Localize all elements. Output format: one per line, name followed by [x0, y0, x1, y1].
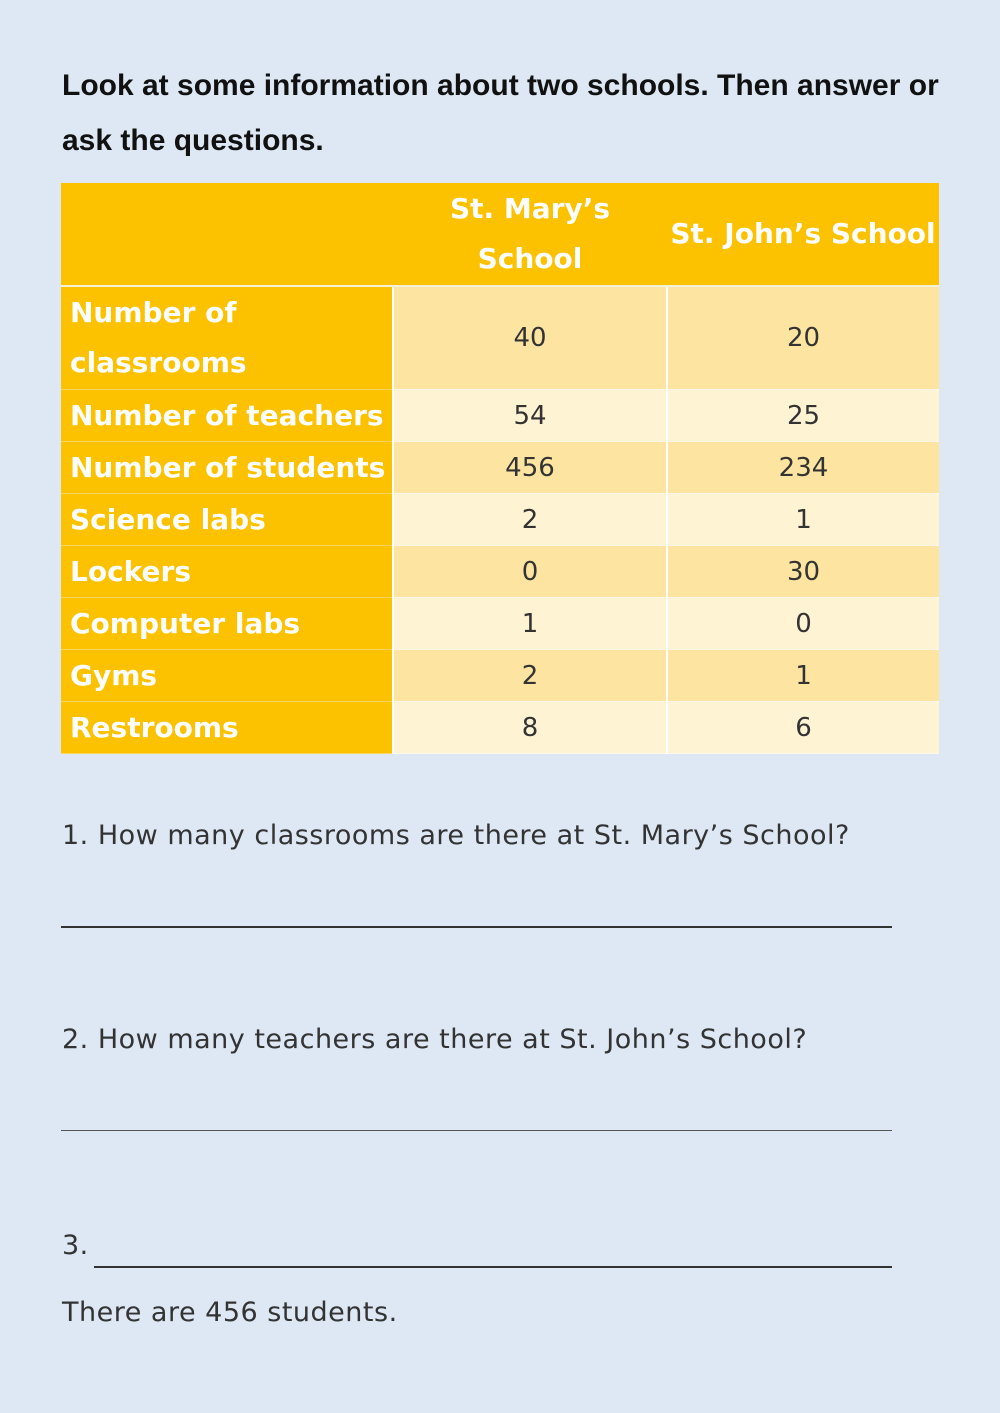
row-label: Number of teachers: [61, 390, 393, 442]
table-row: [61, 598, 939, 650]
table-row: [61, 390, 939, 442]
st-johns-value: 234: [667, 442, 939, 494]
st-marys-value: 0: [393, 546, 667, 598]
row-label: Gyms: [61, 650, 393, 702]
st-marys-value: 54: [393, 390, 667, 442]
st-marys-value: 2: [393, 650, 667, 702]
instructions: Look at some information about two schools. Then answer or ask the questions.: [62, 69, 939, 157]
st-johns-value: 1: [667, 494, 939, 546]
header-st-marys: St. Mary’s School: [393, 183, 667, 286]
st-marys-value: 456: [393, 442, 667, 494]
answer-line-1[interactable]: [61, 926, 892, 928]
school-info-table: [61, 183, 939, 754]
row-label: Lockers: [61, 546, 393, 598]
table-row: [61, 702, 939, 754]
table-row: [61, 286, 939, 390]
answer-line-2[interactable]: [61, 1130, 892, 1131]
row-label: Computer labs: [61, 598, 393, 650]
header-empty-cell: [61, 183, 393, 286]
table-row: [61, 442, 939, 494]
st-marys-value: 2: [393, 494, 667, 546]
question-line-3[interactable]: [94, 1266, 892, 1268]
st-johns-value: 25: [667, 390, 939, 442]
row-label: Number of students: [61, 442, 393, 494]
header-st-johns: St. John’s School: [667, 183, 939, 286]
st-johns-value: 20: [667, 286, 939, 390]
st-johns-value: 0: [667, 598, 939, 650]
st-marys-value: 1: [393, 598, 667, 650]
row-label: Science labs: [61, 494, 393, 546]
table-row: [61, 546, 939, 598]
table-header-row: [61, 183, 939, 286]
row-label: Number of classrooms: [61, 286, 393, 390]
st-johns-value: 1: [667, 650, 939, 702]
question-1: 1. How many classrooms are there at St. Mary’s School?: [62, 820, 850, 851]
st-marys-value: 8: [393, 702, 667, 754]
st-marys-value: 40: [393, 286, 667, 390]
question-3-number: 3.: [62, 1230, 89, 1261]
row-label: Restrooms: [61, 702, 393, 754]
st-johns-value: 6: [667, 702, 939, 754]
table-row: [61, 494, 939, 546]
table-row: [61, 650, 939, 702]
question-3-answer: There are 456 students.: [62, 1297, 398, 1328]
question-2: 2. How many teachers are there at St. John’s School?: [62, 1024, 808, 1055]
st-johns-value: 30: [667, 546, 939, 598]
